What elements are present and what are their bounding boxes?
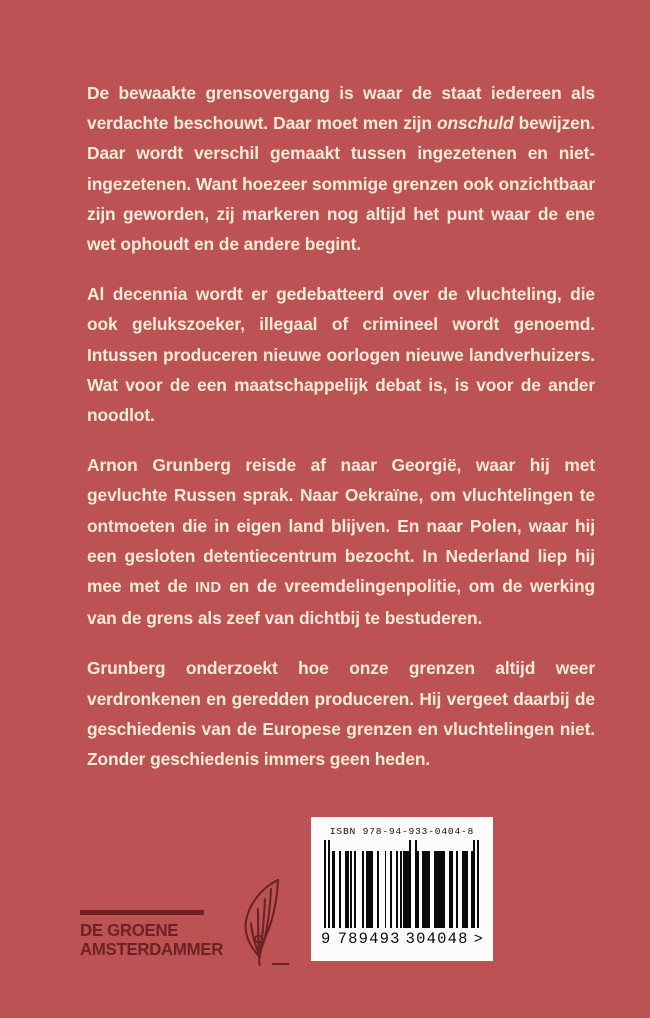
acronym-text: IND — [195, 580, 222, 597]
barcode-caret: > — [473, 931, 483, 948]
body-text: bewijzen. Daar wordt verschil gemaakt tussen ingezetenen en niet-ingezetenen. Want hoezeer sommige grenzen ook onzichtbaar zijn geworden, zij markeren nog altijd het punt waar de ene wet ophoudt en de andere begint. — [87, 113, 595, 255]
barcode-bars — [324, 840, 480, 928]
body-text: De bewaakte grensovergang is waar de staat iedereen als verdachte beschouwt. Daar moet men zijn — [87, 83, 595, 134]
barcode-digit-left: 9 — [321, 930, 331, 948]
barcode-bar — [477, 840, 479, 928]
body-text: Grunberg onderzoekt hoe onze grenzen altijd weer verdronkenen en geredden produceren. Hij vergeet daarbij de geschiedenis van de Europese grenzen en vluchtelingen niet. Zonder geschiedenis immers geen heden. — [87, 658, 595, 770]
paragraph-2 — [87, 279, 595, 430]
body-text: Arnon Grunberg reisde af naar Georgië, waar hij met gevluchte Russen sprak. Naar Oekraïne, om vluchtelingen te ontmoeten die in eigen land blijven. En naar Polen, waar hij een gesloten detentiecentrum bezocht. In Nederland liep hij mee met de — [87, 455, 595, 597]
de-groene-amsterdammer-logo — [80, 910, 224, 959]
barcode-digit-group-2: 304048 — [405, 930, 469, 948]
logo-line-1: DE GROENE — [80, 920, 179, 940]
paragraph-1 — [87, 78, 595, 259]
blurb-text — [87, 78, 595, 774]
barcode-digits — [318, 930, 486, 948]
paragraph-4 — [87, 653, 595, 774]
barcode-digit-group-1: 789493 — [337, 930, 401, 948]
cover-footer — [0, 808, 650, 1018]
logo-line-2: AMSTERDAMMER — [80, 939, 224, 959]
body-text: en de vreemdelingenpolitie, om de werking van de grens als zeef van dichtbij te bestuderen. — [87, 576, 595, 629]
isbn-barcode — [311, 817, 493, 961]
emphasis-text: onschuld — [436, 113, 514, 134]
logo-rule — [80, 910, 204, 915]
quill-feather-icon — [233, 873, 295, 968]
paragraph-3 — [87, 450, 595, 633]
body-text: Al decennia wordt er gedebatteerd over de vluchteling, die ook gelukszoeker, illegaal of crimineel wordt genoemd. Intussen produceren nieuwe oorlogen nieuwe landverhuizers. Wat voor de een maatschappelijk debat is, is voor de ander noodlot. — [87, 284, 595, 426]
isbn-number-text: ISBN 978-94-933-0404-8 — [329, 826, 475, 837]
